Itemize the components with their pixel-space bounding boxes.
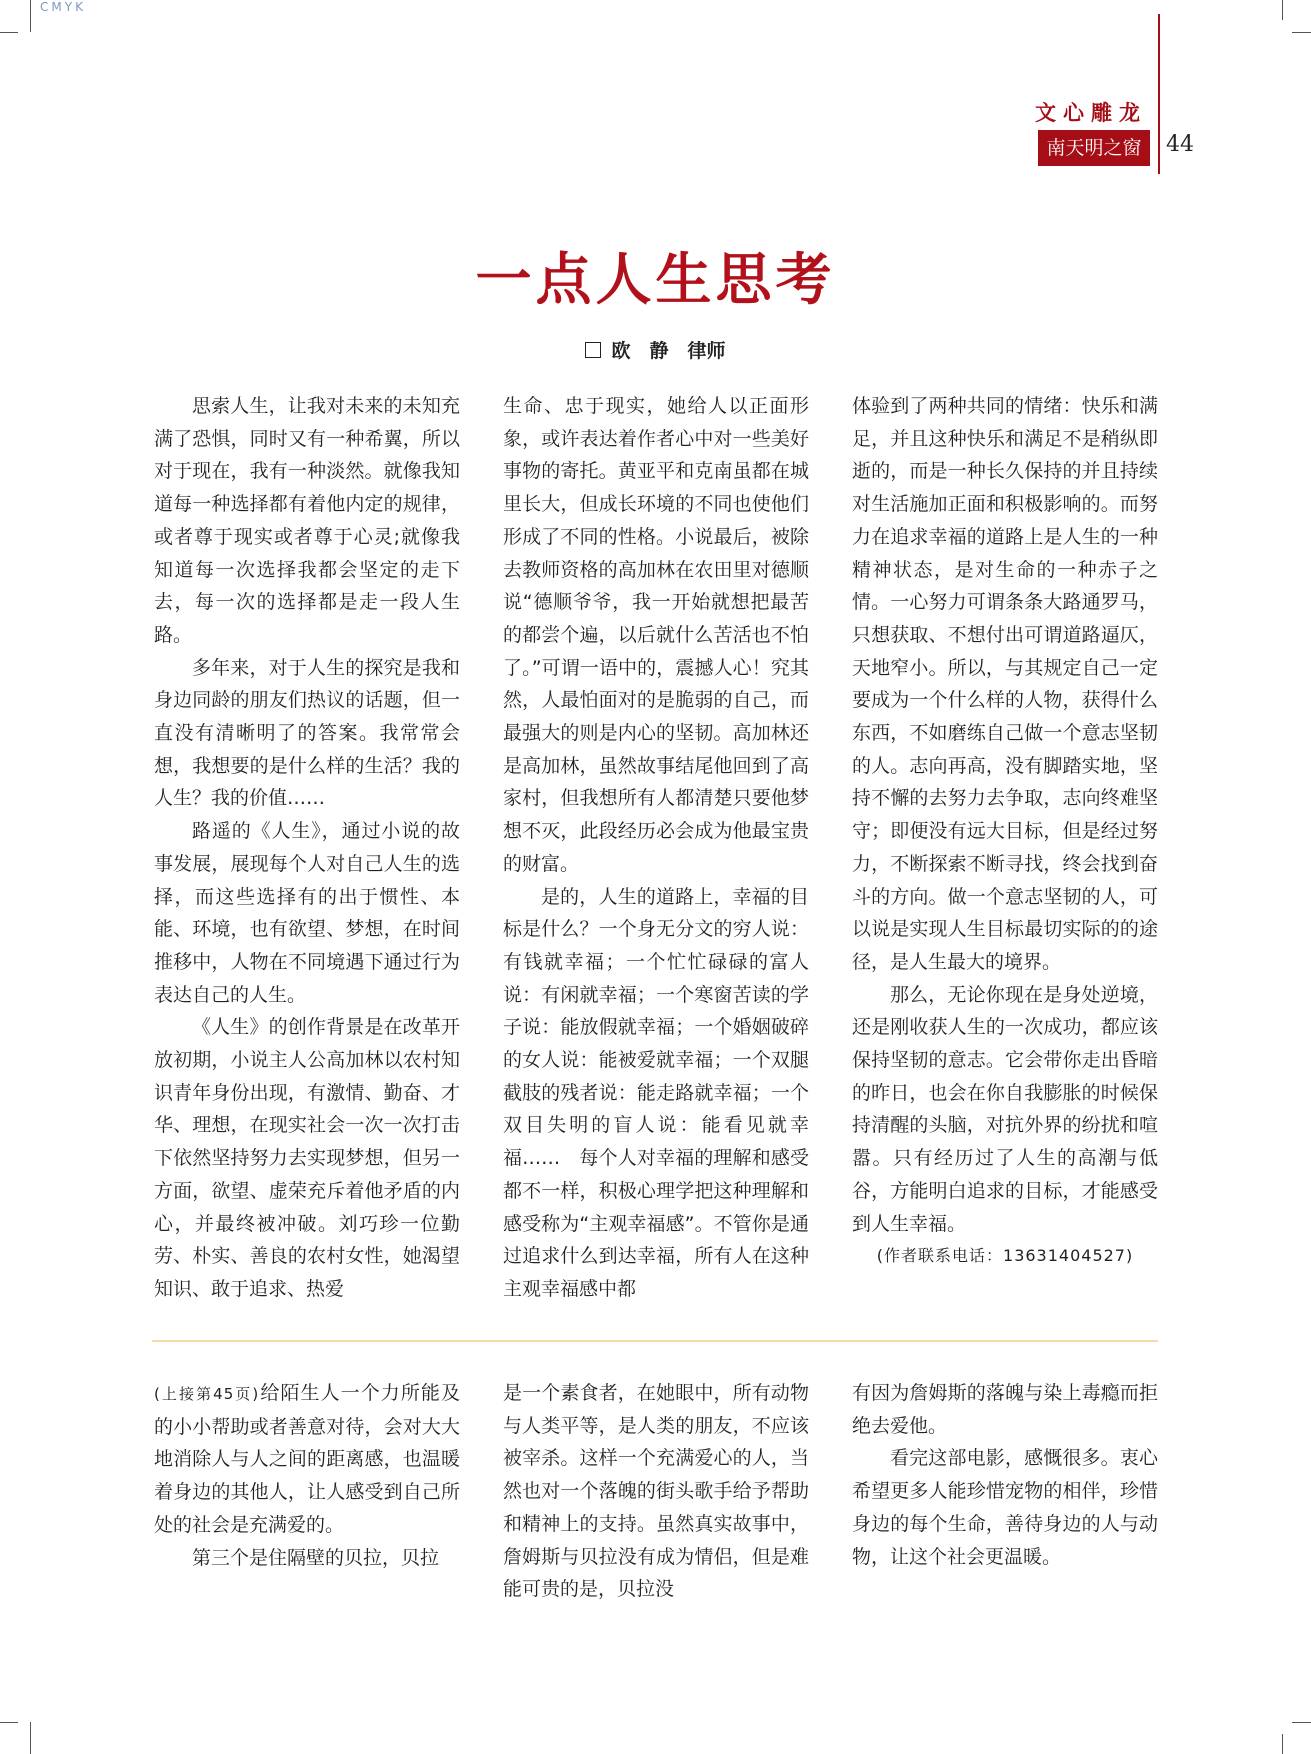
paragraph-text: 给陌生人一个力所能及的小小帮助或者善意对待，会对大大地消除人与人之间的距离感，也温暖着身边的其他人，让人感受到自己所处的社会是充满爱的。	[154, 1382, 460, 1536]
author-name: 欧 静 律师	[611, 340, 726, 362]
paragraph: 思索人生，让我对未来的未知充满了恐惧，同时又有一种希翼，所以对于现在，我有一种淡然。就像我知道每一种选择都有着他内定的规律，或者尊于现实或者尊于心灵;就像我知道每一次选择我都会坚定的走下去，每一次的选择都是走一段人生路。	[154, 395, 460, 646]
article-column-3	[852, 390, 1158, 1273]
paragraph: 是一个素食者，在她眼中，所有动物与人类平等，是人类的朋友，不应该被宰杀。这样一个充满爱心的人，当然也对一个落魄的街头歌手给予帮助和精神上的支持。虽然真实故事中，詹姆斯与贝拉没有成为情侣，但是难能可贵的是，贝拉没	[503, 1382, 809, 1601]
paragraph: 生命、忠于现实，她给人以正面形象，或许表达着作者心中对一些美好事物的寄托。黄亚平和克南虽都在城里长大，但成长环境的不同也使他们形成了不同的性格。小说最后，被除去教师资格的高加林在农田里对德顺说“德顺爷爷，我一开始就想把最苦的都尝个遍，以后就什么苦活也不怕了。”可谓一语中的，震撼人心！究其然，人最怕面对的是脆弱的自己，而最强大的则是内心的坚韧。高加林还是高加林，虽然故事结尾他回到了高家村，但我想所有人都清楚只要他梦想不灭，此段经历必会成为他最宝贵的财富。	[503, 395, 809, 875]
byline	[0, 336, 1311, 363]
crop-mark	[1292, 32, 1311, 33]
paragraph: 那么，无论你现在是身处逆境，还是刚收获人生的一次成功，都应该保持坚韧的意志。它会带你走出昏暗的昨日，也会在你自我膨胀的时候保持清醒的头脑，对抗外界的纷扰和喧嚣。只有经历过了人生的高潮与低谷，方能明白追求的目标，才能感受到人生幸福。	[852, 983, 1158, 1235]
paragraph: 体验到了两种共同的情绪：快乐和满足，并且这种快乐和满足不是稍纵即逝的，而是一种长久保持的并且持续对生活施加正面和积极影响的。而努力在追求幸福的道路上是人生的一种精神状态，是对生命的一种赤子之情。一心努力可谓条条大路通罗马，只想获取、不想付出可谓道路逼仄，天地窄小。所以，与其规定自己一定要成为一个什么样的人物，获得什么东西，不如磨练自己做一个意志坚韧的人。志向再高，没有脚踏实地，坚持不懈的去努力去争取，志向终难坚守；即便没有远大目标，但是经过努力，不断探索不断寻找，终会找到奋斗的方向。做一个意志坚韧的人，可以说是实现人生目标最切实际的的途径，是人生最大的境界。	[852, 395, 1158, 973]
byline-box-icon	[585, 342, 601, 358]
page-number: 44	[1166, 132, 1194, 157]
paragraph	[154, 1377, 460, 1542]
article-column-2	[503, 390, 809, 1306]
column-name: 南天明之窗	[1038, 130, 1150, 166]
registration-marks: CMYK	[40, 0, 86, 14]
paragraph: 第三个是住隔壁的贝拉，贝拉	[192, 1546, 440, 1569]
paragraph: 看完这部电影，感慨很多。衷心希望更多人能珍惜宠物的相伴，珍惜身边的每个生命，善待身边的人与动物，让这个社会更温暖。	[852, 1447, 1158, 1568]
continued-column-1	[154, 1377, 460, 1574]
crop-mark	[1282, 0, 1283, 20]
continued-note: (上接第45页)	[154, 1385, 260, 1403]
header-rule	[1158, 14, 1160, 174]
crop-mark	[0, 32, 18, 33]
crop-mark	[1292, 1722, 1311, 1723]
section-label: 文心雕龙	[1035, 101, 1147, 125]
crop-mark	[30, 1722, 31, 1754]
crop-mark	[0, 1722, 18, 1723]
paragraph: 多年来，对于人生的探究是我和身边同龄的朋友们热议的话题，但一直没有清晰明了的答案。我常常会想，我想要的是什么样的生活？我的人生？我的价值……	[154, 656, 460, 810]
crop-mark	[1282, 1734, 1283, 1754]
continued-column-3	[852, 1377, 1158, 1573]
crop-mark	[30, 0, 31, 32]
paragraph: 《人生》的创作背景是在改革开放初期，小说主人公高加林以农村知识青年身份出现，有激情、勤奋、才华、理想，在现实社会一次一次打击下依然坚持努力去实现梦想，但另一方面，欲望、虚荣充斥着他矛盾的内心，并最终被冲破。刘巧珍一位勤劳、朴实、善良的农村女性，她渴望知识、敢于追求、热爱	[154, 1016, 460, 1300]
section-divider	[152, 1340, 1158, 1342]
paragraph: 是的，人生的道路上，幸福的目标是什么？一个身无分文的穷人说：有钱就幸福；一个忙忙碌碌的富人说：有闲就幸福；一个寒窗苦读的学子说：能放假就幸福；一个婚姻破碎的女人说：能被爱就幸福；一个双腿截肢的残者说：能走路就幸福；一个双目失明的盲人说：能看见就幸福…… 每个人对幸福的理解和感受都不一样，积极心理学把这种理解和感受称为“主观幸福感”。不管你是通过追求什么到达幸福，所有人在这种主观幸福感中都	[503, 885, 809, 1300]
paragraph: 路遥的《人生》，通过小说的故事发展，展现每个人对自己人生的选择，而这些选择有的出于惯性、本能、环境，也有欲望、梦想，在时间推移中，人物在不同境遇下通过行为表达自己的人生。	[154, 820, 460, 1006]
author-contact: (作者联系电话：13631404527)	[876, 1246, 1134, 1266]
paragraph: 有因为詹姆斯的落魄与染上毒瘾而拒绝去爱他。	[852, 1382, 1158, 1437]
continued-column-2	[503, 1377, 809, 1606]
article-title: 一点人生思考	[475, 248, 836, 313]
article-column-1	[154, 390, 460, 1306]
